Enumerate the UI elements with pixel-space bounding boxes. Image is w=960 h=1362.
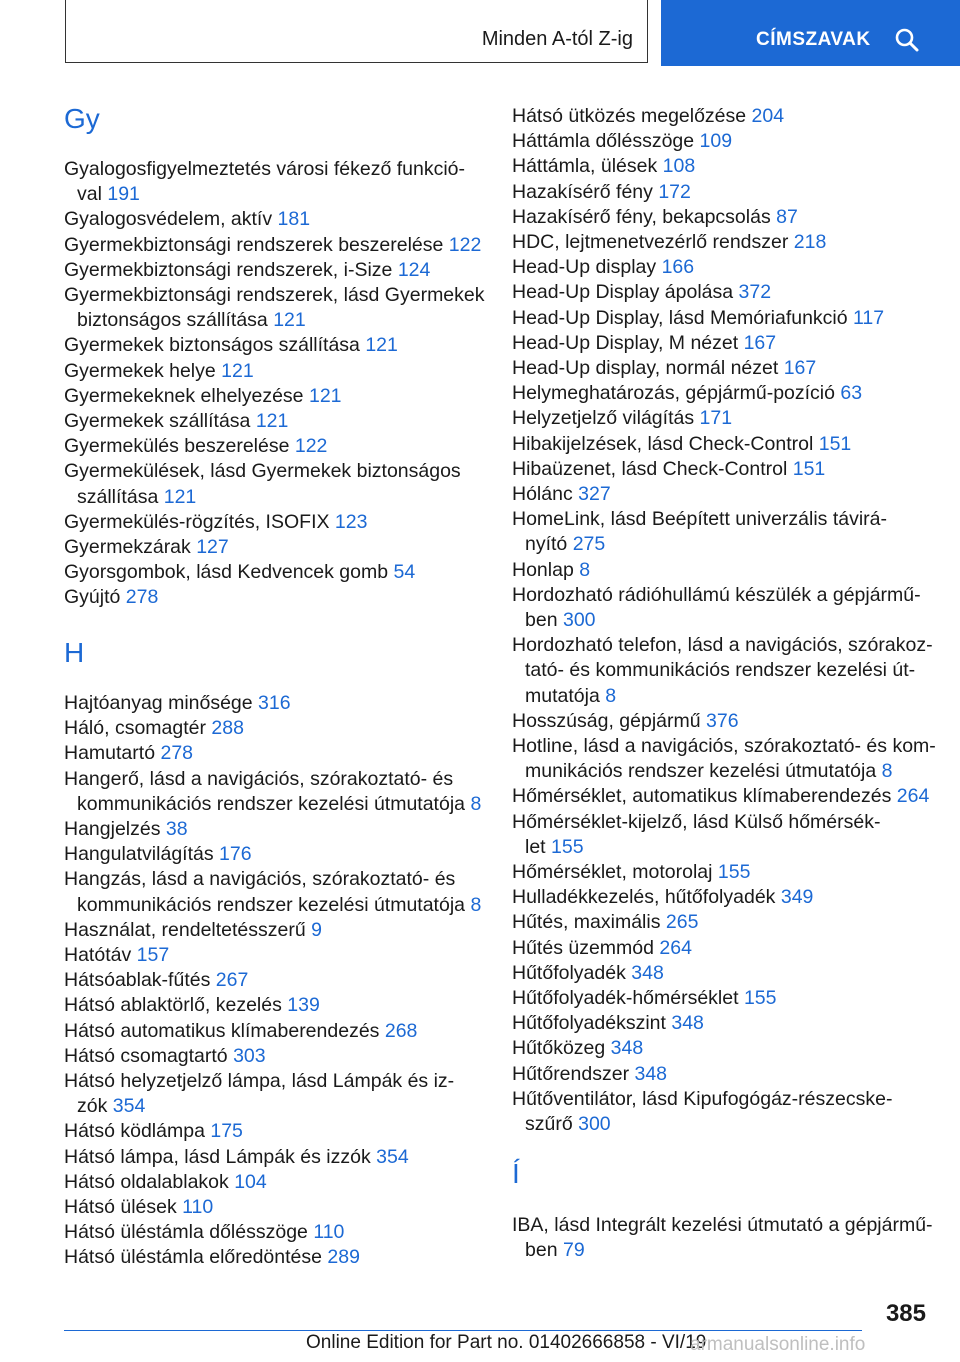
index-entry-text: Hűtőközeg — [512, 1037, 606, 1060]
index-entry — [64, 1119, 243, 1144]
index-entry-text: Hulladékkezelés, hűtőfolyadék — [512, 886, 776, 909]
index-entry-text: Gyalogosfigyelmeztetés városi fékező funkció- — [64, 158, 466, 180]
index-entry — [512, 129, 732, 154]
page-reference-link[interactable]: 268 — [384, 1019, 418, 1042]
page-reference-link[interactable]: 139 — [287, 994, 320, 1017]
section-heading-h: H — [64, 637, 85, 668]
index-entry-text: Hordozható rádióhullámú készülék a gépjármű- — [512, 583, 921, 606]
index-entry-text: kommunikációs rendszer kezelési útmutatója — [77, 792, 466, 815]
index-entry — [512, 961, 664, 986]
page-reference-link[interactable]: 151 — [818, 432, 852, 455]
page-reference-link[interactable]: 122 — [448, 233, 482, 256]
index-entry-text: Hűtés üzemmód — [512, 936, 654, 959]
index-entry-text: Honlap — [512, 558, 574, 581]
index-entry-text: val — [77, 183, 102, 206]
index-entry — [64, 893, 481, 918]
page-reference-link[interactable]: 267 — [215, 969, 249, 992]
page-reference-link[interactable]: 79 — [562, 1239, 585, 1262]
page-reference-link[interactable]: 121 — [308, 384, 342, 407]
index-entry — [512, 734, 936, 759]
index-entry-text: Hátsó ütközés megelőzése — [512, 105, 747, 127]
index-entry — [512, 507, 887, 532]
page-reference-link[interactable]: 348 — [671, 1012, 704, 1035]
index-entry — [512, 709, 739, 734]
page-reference-link[interactable]: 348 — [634, 1062, 668, 1085]
page-reference-link[interactable]: 117 — [853, 306, 885, 329]
index-entry-text: Hátsó helyzetjelző lámpa, lásd Lámpák és iz- — [64, 1070, 455, 1092]
page-reference-link[interactable]: 121 — [163, 485, 197, 508]
index-entry-text: Head-Up display — [512, 256, 657, 279]
index-entry-text: HDC, lejtmenetvezérlő rendszer — [512, 231, 789, 253]
page-reference-link[interactable]: 349 — [780, 886, 814, 909]
index-entry-text: Helymeghatározás, gépjármű-pozíció — [512, 382, 835, 405]
page-reference-link[interactable]: 38 — [165, 818, 188, 840]
index-entry — [64, 741, 193, 766]
index-entry — [512, 482, 611, 507]
page-reference-link[interactable]: 372 — [738, 281, 772, 304]
page-reference-link[interactable]: 8 — [470, 792, 482, 815]
page-reference-link[interactable]: 121 — [221, 359, 254, 382]
index-entry — [512, 432, 851, 457]
page-reference-link[interactable]: 151 — [792, 457, 826, 480]
index-entry-text: Gyermekeknek elhelyezése — [64, 384, 304, 407]
page-reference-link[interactable]: 9 — [311, 918, 322, 941]
index-entry-text: Hűtőfolyadék — [512, 961, 626, 984]
page-reference-link[interactable]: 303 — [233, 1044, 266, 1067]
index-entry-text: Head-Up display, normál nézet — [512, 357, 779, 379]
index-entry-text: Használat, rendeltetésszerű — [64, 918, 306, 941]
index-entry-text: Hamutartó — [64, 742, 156, 765]
index-entry — [64, 792, 481, 817]
index-entry — [512, 1238, 585, 1263]
index-entry-text: Hűtőrendszer — [512, 1062, 630, 1085]
index-entry-text: HomeLink, lásd Beépített univerzális távirá- — [512, 508, 888, 531]
index-entry — [64, 817, 188, 842]
index-entry-text: Hangulatvilágítás — [64, 843, 214, 866]
page-reference-link[interactable]: 121 — [365, 334, 398, 357]
index-entry — [64, 459, 461, 484]
index-entry-text: Gyermekek biztonságos szállítása — [64, 334, 360, 357]
index-entry — [512, 558, 590, 583]
index-entry — [512, 180, 691, 205]
index-entry — [64, 333, 398, 358]
index-entry — [64, 233, 481, 258]
page-reference-link[interactable]: 109 — [699, 130, 733, 153]
index-entry — [64, 1069, 454, 1094]
page-reference-link[interactable]: 155 — [743, 987, 777, 1009]
index-entry-text: Háló, csomagtér — [64, 717, 206, 740]
index-entry — [64, 1245, 360, 1270]
page-reference-link[interactable]: 172 — [658, 180, 691, 203]
index-entry — [64, 1145, 409, 1170]
index-entry — [512, 280, 771, 305]
index-entry — [64, 867, 455, 892]
index-entry-text: Háttámla, ülések — [512, 155, 658, 178]
page-reference-link[interactable]: 121 — [273, 309, 306, 332]
index-entry — [512, 104, 784, 129]
index-entry — [64, 409, 288, 434]
index-entry — [512, 658, 915, 683]
index-entry-text: Hordozható telefon, lásd a navigációs, szórakoz- — [512, 634, 933, 657]
index-entry — [64, 308, 306, 333]
index-entry — [64, 359, 254, 384]
page-reference-link[interactable]: 348 — [610, 1037, 644, 1060]
index-entry-text: IBA, lásd Integrált kezelési útmutató a gépjármű- — [512, 1214, 933, 1236]
index-entry — [512, 205, 798, 230]
index-entry-text: Hazakísérő fény — [512, 180, 653, 203]
index-entry — [64, 1220, 344, 1245]
index-entry-text: Gyermekülések, lásd Gyermekek biztonságos — [64, 460, 461, 483]
index-entry-text: Hűtés, maximális — [512, 911, 661, 934]
index-entry-text: Hőmérséklet-kijelző, lásd Külső hőmérsék- — [512, 810, 881, 833]
page-reference-link[interactable]: 354 — [112, 1095, 146, 1118]
page-reference-link[interactable]: 288 — [211, 717, 244, 740]
index-entry-text: Head-Up Display, M nézet — [512, 331, 739, 354]
page-reference-link[interactable]: 278 — [125, 586, 159, 609]
index-entry-text: tató- és kommunikációs rendszer kezelési út- — [525, 659, 916, 682]
index-entry-text: nyító — [525, 533, 568, 556]
index-entry-text: Hajtóanyag minősége — [64, 692, 253, 714]
page-reference-link[interactable]: 300 — [578, 1113, 611, 1135]
index-entry — [512, 1087, 892, 1112]
index-entry — [64, 968, 248, 993]
page-reference-link[interactable]: 376 — [706, 709, 739, 732]
page-reference-link[interactable]: 121 — [255, 410, 289, 432]
index-entry-text: mutatója — [525, 684, 600, 707]
index-entry-text: kommunikációs rendszer kezelési útmutatója — [77, 893, 466, 916]
index-entry — [512, 1213, 933, 1238]
index-entry — [64, 943, 169, 968]
index-entry — [512, 356, 816, 381]
index-entry — [64, 767, 453, 792]
index-entry-text: Hotline, lásd a navigációs, szórakoztató- és kom- — [512, 735, 936, 757]
page-reference-link[interactable]: 127 — [196, 536, 229, 558]
page-reference-link[interactable]: 300 — [562, 609, 596, 631]
index-entry — [512, 835, 584, 860]
index-entry — [64, 258, 430, 283]
index-entry — [64, 182, 140, 207]
index-entry — [512, 608, 596, 633]
index-entry — [512, 230, 826, 255]
index-entry-text: Hátsó ülések — [64, 1196, 177, 1218]
index-entry-text: Gyermekbiztonsági rendszerek beszerelése — [64, 233, 444, 256]
page-reference-link[interactable]: 181 — [277, 208, 311, 231]
tab-keywords-label: CÍMSZAVAK — [756, 29, 871, 50]
index-entry-text: Hátsó automatikus klímaberendezés — [64, 1019, 380, 1042]
index-entry — [512, 784, 929, 809]
tab-a-to-z-label: Minden A-tól Z-ig — [481, 28, 633, 50]
index-entry-text: Head-Up Display, lásd Memóriafunkció — [512, 306, 848, 329]
index-entry — [64, 716, 244, 741]
page-reference-link[interactable]: 155 — [551, 835, 584, 858]
index-entry-text: Gyermekek szállítása — [64, 410, 251, 432]
index-entry — [64, 1094, 145, 1119]
page-reference-link[interactable]: 54 — [393, 561, 416, 584]
index-entry-text: Gyermekülés-rögzítés, ISOFIX — [64, 510, 330, 533]
index-entry-text: Hátsóablak-fűtés — [64, 969, 211, 992]
index-entry-text: let — [525, 835, 546, 858]
index-entry-text: Hólánc — [512, 483, 573, 505]
page-reference-link[interactable]: 167 — [783, 357, 817, 379]
page-reference-link[interactable]: 8 — [881, 760, 893, 783]
page-reference-link[interactable]: 8 — [605, 684, 617, 707]
index-entry-text: Hangzás, lásd a navigációs, szórakoztató- és — [64, 868, 456, 891]
page-reference-link[interactable]: 176 — [219, 843, 252, 866]
index-entry-text: Hazakísérő fény, bekapcsolás — [512, 205, 771, 228]
index-entry-text: Hosszúság, gépjármű — [512, 709, 701, 732]
page-reference-link[interactable]: 63 — [840, 382, 863, 405]
index-entry-text: szállítása — [77, 485, 159, 508]
page-reference-link[interactable]: 124 — [397, 258, 431, 281]
index-entry-text: Hátsó csomagtartó — [64, 1044, 228, 1067]
index-entry-text: Hűtőfolyadékszint — [512, 1012, 666, 1035]
index-entry-text: Gyermekbiztonsági rendszerek, lásd Gyermekek — [64, 284, 485, 306]
index-entry-text: szűrő — [525, 1113, 573, 1135]
page-reference-link[interactable]: 8 — [470, 893, 482, 916]
index-entry — [512, 255, 694, 280]
index-entry — [64, 1019, 417, 1044]
index-entry — [64, 535, 229, 560]
index-entry — [64, 510, 367, 535]
page-reference-link[interactable]: 167 — [743, 331, 777, 354]
index-entry — [512, 154, 695, 179]
page-reference-link[interactable]: 316 — [258, 692, 291, 714]
index-entry-text: Hűtőfolyadék-hőmérséklet — [512, 987, 739, 1009]
index-entry — [512, 759, 892, 784]
tab-keywords[interactable] — [661, 0, 960, 66]
index-entry — [512, 406, 732, 431]
index-entry — [64, 560, 415, 585]
index-entry — [512, 381, 862, 406]
index-entry — [512, 532, 605, 557]
index-entry — [512, 306, 884, 331]
page-reference-link[interactable]: 171 — [699, 407, 733, 430]
index-entry — [512, 1011, 704, 1036]
index-entry — [512, 936, 692, 961]
index-entry — [512, 633, 933, 658]
page-reference-link[interactable]: 264 — [896, 785, 930, 808]
index-entry — [512, 684, 616, 709]
page-reference-link[interactable]: 87 — [776, 205, 798, 228]
index-entry-text: Gyalogosvédelem, aktív — [64, 208, 273, 231]
index-entry — [512, 1112, 611, 1137]
tab-a-to-z[interactable] — [65, 0, 648, 63]
page-reference-link[interactable]: 348 — [631, 961, 664, 984]
page-reference-link[interactable]: 110 — [182, 1196, 214, 1218]
section-heading-gy: Gy — [64, 103, 100, 134]
page-reference-link[interactable]: 157 — [136, 944, 170, 966]
page-reference-link[interactable]: 175 — [210, 1120, 243, 1143]
page-reference-link[interactable]: 123 — [334, 510, 368, 533]
index-entry-text: Hatótáv — [64, 944, 132, 966]
index-entry-text: Háttámla dőlésszöge — [512, 130, 695, 153]
page-reference-link[interactable]: 155 — [717, 861, 751, 883]
index-entry — [64, 434, 327, 459]
index-entry-text: Hibaüzenet, lásd Check-Control — [512, 457, 788, 480]
index-entry-text: Hőmérséklet, motorolaj — [512, 861, 713, 883]
index-entry-text: Hátsó ablaktörlő, kezelés — [64, 994, 282, 1017]
index-entry-text: ben — [525, 609, 558, 631]
page-reference-link[interactable]: 108 — [662, 155, 696, 178]
index-entry-text: Gyermekzárak — [64, 536, 191, 558]
index-entry — [64, 691, 291, 716]
index-entry-text: zók — [77, 1095, 108, 1118]
index-entry — [64, 993, 320, 1018]
index-entry — [512, 986, 777, 1011]
page-reference-link[interactable]: 264 — [659, 936, 692, 959]
index-entry-text: Gyermekbiztonsági rendszerek, i-Size — [64, 258, 393, 281]
page-reference-link[interactable]: 275 — [572, 533, 606, 556]
index-entry — [64, 283, 485, 308]
page-reference-link[interactable]: 166 — [661, 256, 695, 279]
index-entry-text: munikációs rendszer kezelési útmutatója — [525, 760, 877, 783]
page-reference-link[interactable]: 191 — [107, 183, 140, 206]
index-entry — [512, 457, 825, 482]
page-reference-link[interactable]: 204 — [751, 105, 785, 127]
page-reference-link[interactable]: 8 — [579, 558, 591, 581]
index-entry-text: Hátsó ködlámpa — [64, 1120, 205, 1143]
index-entry — [64, 485, 196, 510]
index-entry — [64, 842, 252, 867]
index-entry — [64, 1195, 213, 1220]
index-entry-text: Hátsó lámpa, lásd Lámpák és izzók — [64, 1145, 371, 1168]
index-entry — [512, 860, 750, 885]
footer-divider — [64, 1330, 862, 1331]
index-entry-text: Hátsó üléstámla dőlésszöge — [64, 1221, 308, 1244]
page-reference-link[interactable]: 110 — [313, 1221, 345, 1244]
index-entry-text: ben — [525, 1239, 558, 1262]
page-reference-link[interactable]: 218 — [793, 231, 827, 253]
watermark-text: armanualsonline.info — [690, 1334, 866, 1355]
index-entry — [64, 207, 310, 232]
index-entry-text: Hangjelzés — [64, 818, 161, 840]
index-entry-text: biztonságos szállítása — [77, 309, 268, 332]
index-entry — [64, 157, 465, 182]
index-entry — [512, 1036, 643, 1061]
index-entry — [512, 583, 921, 608]
index-entry-text: Hátsó üléstámla előredöntése — [64, 1246, 322, 1269]
top-navigation — [0, 0, 960, 66]
index-entry-text: Helyzetjelző világítás — [512, 407, 695, 430]
index-entry-text: Gyújtó — [64, 586, 121, 609]
page-reference-link[interactable]: 278 — [160, 742, 194, 765]
page-reference-link[interactable]: 122 — [294, 435, 328, 458]
index-entry — [64, 384, 342, 409]
index-entry-text: Gyorsgombok, lásd Kedvencek gomb — [64, 561, 389, 584]
footer-edition: Online Edition for Part no. 01402666858 - VI/19 — [306, 1332, 707, 1353]
index-entry-text: Hangerő, lásd a navigációs, szórakoztató- és — [64, 767, 454, 790]
page-reference-link[interactable]: 289 — [327, 1246, 360, 1269]
index-entry — [512, 885, 813, 910]
index-entry — [512, 910, 698, 935]
index-entry-text: Gyermekülés beszerelése — [64, 435, 290, 458]
index-entry — [64, 1044, 266, 1069]
index-entry — [512, 1062, 667, 1087]
index-entry — [64, 585, 158, 610]
index-entry-text: Hátsó oldalablakok — [64, 1170, 229, 1193]
page-number: 385 — [885, 1300, 926, 1327]
index-entry-text: Hűtőventilátor, lásd Kipufogógáz-részecske- — [512, 1087, 893, 1110]
index-entry — [512, 331, 776, 356]
index-entry-text: Hibakijelzések, lásd Check-Control — [512, 432, 814, 455]
index-entry-text: Hőmérséklet, automatikus klímaberendezés — [512, 785, 892, 808]
page-reference-link[interactable]: 104 — [234, 1170, 267, 1193]
index-entry-text: Head-Up Display ápolása — [512, 281, 734, 304]
index-entry — [64, 1170, 267, 1195]
search-icon[interactable] — [894, 27, 920, 53]
index-entry — [512, 810, 880, 835]
index-entry-text: Gyermekek helye — [64, 359, 216, 382]
page-reference-link[interactable]: 327 — [578, 483, 611, 505]
page-reference-link[interactable]: 265 — [665, 911, 699, 934]
index-entry — [64, 918, 322, 943]
page-reference-link[interactable]: 354 — [376, 1145, 409, 1168]
section-heading-i: Í — [512, 1158, 520, 1189]
